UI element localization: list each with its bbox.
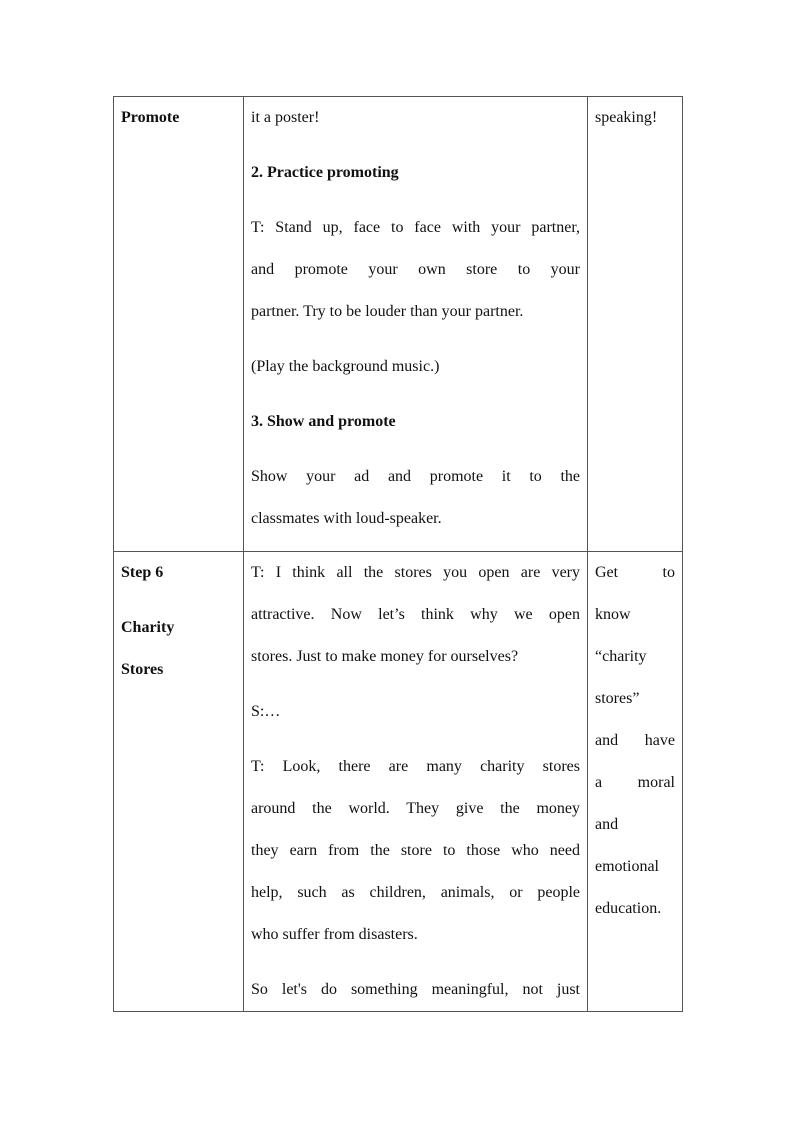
procedure-text: (Play the background music.): [251, 358, 440, 375]
step-cell: [114, 97, 244, 552]
procedure-text: classmates with loud-speaker.: [251, 510, 442, 527]
step-title: Stores: [121, 661, 164, 678]
purpose-text: education.: [595, 900, 662, 917]
step-cell: [114, 552, 244, 1012]
step-title: Charity: [121, 619, 175, 636]
procedure-cell: [244, 97, 588, 552]
table-row: [114, 97, 683, 552]
purpose-cell: [588, 552, 683, 1012]
procedure-text: partner. Try to be louder than your partner.: [251, 303, 524, 320]
procedure-text: who suffer from disasters.: [251, 926, 418, 943]
procedure-text: and promote your own store to your: [251, 261, 580, 278]
procedure-text: help, such as children, animals, or people: [251, 884, 580, 901]
procedure-text: stores. Just to make money for ourselves?: [251, 648, 519, 665]
procedure-heading: 3. Show and promote: [251, 413, 396, 430]
procedure-text: they earn from the store to those who need: [251, 842, 580, 859]
procedure-text: So let's do something meaningful, not just: [251, 981, 580, 998]
lesson-plan-table: [113, 96, 683, 1012]
procedure-text: attractive. Now let’s think why we open: [251, 606, 580, 623]
procedure-cell: [244, 552, 588, 1012]
procedure-text: S:…: [251, 703, 281, 720]
table-row: [114, 552, 683, 1012]
step-number: Step 6: [121, 564, 164, 581]
procedure-text: around the world. They give the money: [251, 800, 580, 817]
procedure-text: T: Look, there are many charity stores: [251, 758, 580, 775]
purpose-text: emotional: [595, 858, 659, 875]
purpose-text: and have: [595, 732, 675, 749]
procedure-heading: 2. Practice promoting: [251, 164, 399, 181]
purpose-text: Get to: [595, 564, 675, 581]
procedure-text: T: I think all the stores you open are very: [251, 564, 580, 581]
purpose-text: know: [595, 606, 631, 623]
purpose-text: stores”: [595, 690, 640, 707]
purpose-cell: [588, 97, 683, 552]
purpose-text: a moral: [595, 774, 675, 791]
purpose-text: and: [595, 816, 619, 833]
purpose-text: speaking!: [595, 109, 658, 126]
procedure-text: T: Stand up, face to face with your partner,: [251, 219, 580, 236]
step-title: Promote: [121, 109, 180, 126]
procedure-text: it a poster!: [251, 109, 320, 126]
purpose-text: “charity: [595, 648, 647, 665]
procedure-text: Show your ad and promote it to the: [251, 468, 580, 485]
